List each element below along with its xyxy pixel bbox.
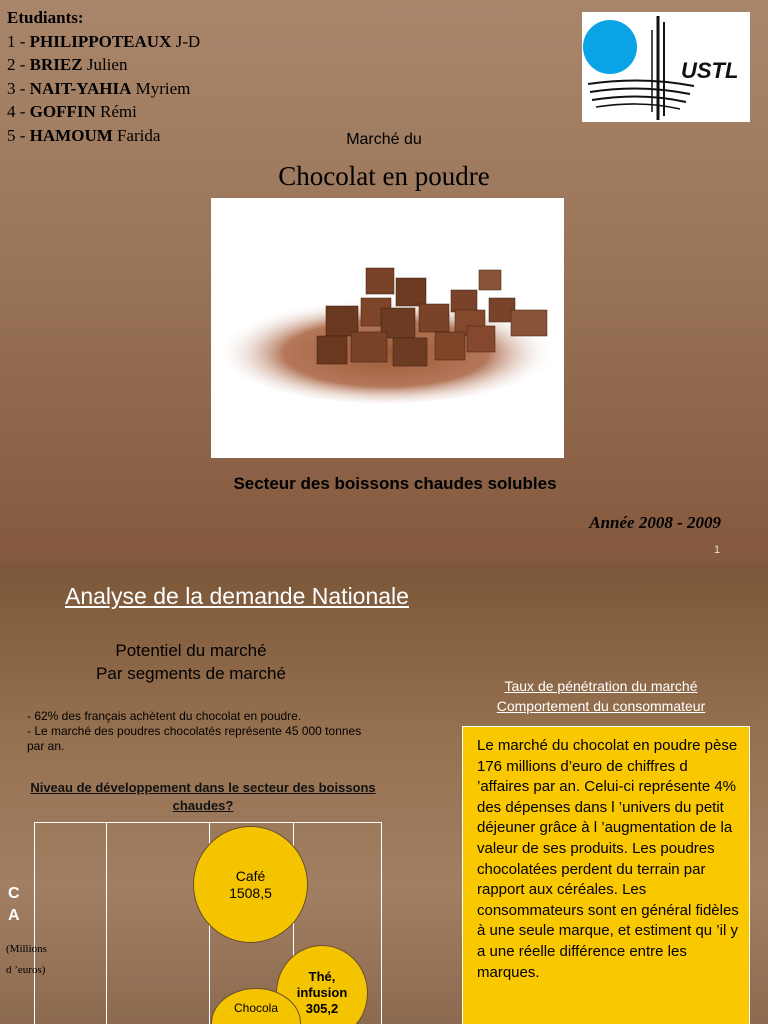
- student-last: PHILIPPOTEAUX: [29, 31, 172, 51]
- student-num: 4 -: [7, 102, 26, 121]
- student-first: Rémi: [100, 102, 137, 121]
- bubble-cafe: [193, 826, 308, 943]
- student-num: 1 -: [7, 31, 26, 51]
- bubble-value: 305,2: [305, 1001, 339, 1016]
- axis-label-a: A: [8, 907, 20, 924]
- student-last: GOFFIN: [29, 102, 96, 121]
- subtitle-marche-du: Marché du: [346, 131, 422, 148]
- ustl-logo-icon: [582, 12, 750, 122]
- student-first: Julien: [86, 55, 128, 74]
- students-header: Etudiants:: [7, 8, 84, 27]
- taux-heading: [455, 676, 747, 716]
- logo-text: USTL: [681, 58, 739, 83]
- info-box-text: Le marché du chocolat en poudre pèse 176 millions d’euro de chiffres d ’affaires par an. Celui-ci représente 4% des dépenses dans l ’univers du petit déjeuner grâce à l ’augmentation de la valeur de ses produits. Les poudres chocolatées perdent du terrain par rapport aux céréales. Les consommateurs sont en général fidèles à une seule marque, et estiment qu ’il y a une réelle différence entre les marques.: [477, 737, 739, 981]
- bullet-item: - 62% des français achètent du chocolat en poudre.: [27, 709, 302, 723]
- student-last: BRIEZ: [29, 55, 83, 74]
- info-box: [462, 726, 750, 1024]
- slide-2: [0, 565, 768, 1024]
- chocolate-cubes-image: [211, 198, 564, 458]
- chart-title: Niveau de développement dans le secteur des boissons chaudes?: [30, 780, 376, 813]
- chocolate-photo: [211, 198, 564, 458]
- student-row: [7, 53, 200, 77]
- axis-unit-line-1: (Millions: [6, 943, 47, 955]
- students-list: [7, 6, 200, 147]
- sector-subtitle: Secteur des boissons chaudes solubles: [233, 474, 557, 493]
- bubble-value: 1508,5: [229, 884, 272, 901]
- taux-line-1: Taux de pénétration du marché: [504, 678, 698, 694]
- bubble-label: infusion: [296, 985, 348, 1000]
- student-num: 5 -: [7, 125, 26, 145]
- potentiel-line-2: Par segments de marché: [96, 664, 286, 683]
- chart-gridline: [106, 823, 107, 1024]
- student-num: 3 -: [7, 78, 26, 98]
- student-row: [7, 30, 200, 54]
- axis-unit-label: [6, 939, 47, 981]
- bubble-label: Chocola: [233, 1001, 279, 1015]
- student-row: [7, 100, 200, 124]
- bullet-item: - Le marché des poudres chocolatés représente 45 000 tonnes par an.: [27, 724, 362, 753]
- student-row: [7, 77, 200, 101]
- ustl-logo: [582, 12, 750, 122]
- slide-2-title: Analyse de la demande Nationale: [65, 583, 409, 609]
- axis-unit-line-2: d ’euros): [6, 964, 46, 976]
- student-num: 2 -: [7, 55, 26, 74]
- bullet-list: [27, 709, 372, 754]
- bubble-label: Thé,: [308, 969, 336, 984]
- year-label: Année 2008 - 2009: [589, 513, 721, 532]
- student-first: Farida: [117, 125, 161, 145]
- axis-label-c: C: [8, 885, 20, 902]
- student-first: Myriem: [135, 78, 191, 98]
- taux-line-2: Comportement du consommateur: [496, 698, 706, 714]
- bubble-chart: [34, 822, 382, 1024]
- potentiel-line-1: Potentiel du marché: [115, 641, 267, 660]
- axis-label-ca: [8, 883, 20, 927]
- student-first: J-D: [175, 31, 201, 51]
- page-title: Chocolat en poudre: [278, 161, 490, 191]
- student-last: NAIT-YAHIA: [29, 78, 132, 98]
- bubble-label: Café: [235, 867, 266, 884]
- potentiel-heading: [76, 639, 306, 685]
- page-number: 1: [714, 544, 721, 556]
- student-last: HAMOUM: [29, 125, 113, 145]
